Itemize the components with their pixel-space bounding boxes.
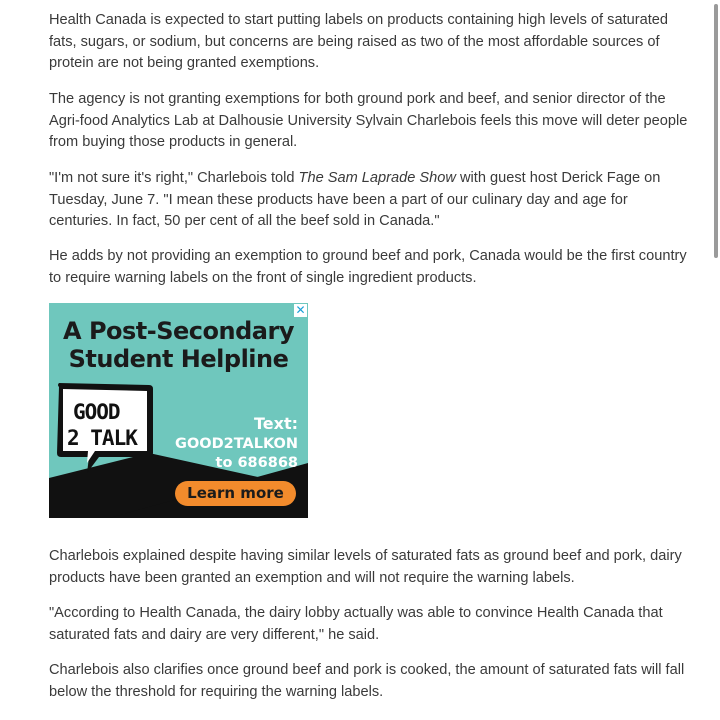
scrollbar-thumb[interactable] xyxy=(714,4,718,258)
ad-sms-code: GOOD2TALKON xyxy=(175,436,298,452)
logo-line-2: 2 TALK xyxy=(67,426,137,450)
page-scrollbar[interactable] xyxy=(712,0,720,720)
good2talk-logo xyxy=(67,399,147,451)
ad-headline-line-1: A Post-Secondary xyxy=(63,317,294,345)
quote-intro: "I'm not sure it's right," Charlebois told xyxy=(49,170,299,186)
article-paragraph-7: Charlebois also clarifies once ground beef and pork is cooked, the amount of saturated fats will fall below the threshold for requiring the warning labels. xyxy=(49,662,685,700)
article-paragraph-3 xyxy=(49,168,689,233)
logo-line-1: GOOD xyxy=(73,400,120,424)
article-paragraph-6: "According to Health Canada, the dairy lobby actually was able to convince Health Canada that saturated fats and dairy are very different," he said. xyxy=(49,605,663,643)
advertisement-banner[interactable] xyxy=(49,303,308,518)
article-paragraph-4: He adds by not providing an exemption to ground beef and pork, Canada would be the first country to require warning labels on the front of single ingredient products. xyxy=(49,248,687,286)
ad-close-icon[interactable]: ✕ xyxy=(295,303,306,317)
article-paragraph-5: Charlebois explained despite having similar levels of saturated fats as ground beef and pork, dairy products have been granted an exemption and will not require the warning labels. xyxy=(49,548,682,586)
quote-body: with guest host Derick Fage on Tuesday, June 7. "I mean these products have been a part of our culinary day and age for centuries. In fact, 50 per cent of all the beef sold in Canada." xyxy=(49,170,661,229)
article-paragraph-1: Health Canada is expected to start putting labels on products containing high levels of saturated fats, sugars, or sodium, but concerns are being raised as two of the most affordable sources of protein are not being granted exemptions. xyxy=(49,12,669,71)
ad-text-label: Text: xyxy=(253,414,298,433)
show-title: The Sam Laprade Show xyxy=(298,170,456,186)
ad-headline-line-2: Student Helpline xyxy=(68,345,289,373)
article-paragraph-2: The agency is not granting exemptions for both ground pork and beef, and senior director of the Agri-food Analytics Lab at Dalhousie University Sylvain Charlebois feels this move will deter people from buying those products in general. xyxy=(49,91,688,150)
ad-sms-number: to 686868 xyxy=(215,455,298,471)
ad-headline xyxy=(49,317,308,373)
learn-more-button[interactable]: Learn more xyxy=(175,481,296,506)
